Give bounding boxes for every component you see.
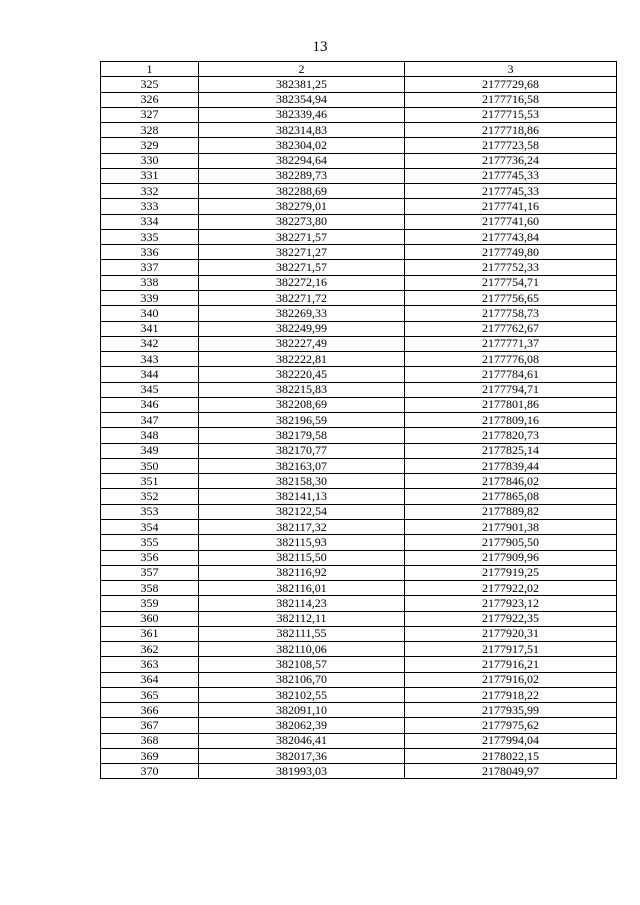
cell-y-coordinate: 2177917,51 bbox=[405, 642, 617, 657]
cell-y-coordinate: 2177741,60 bbox=[405, 214, 617, 229]
cell-point-number: 325 bbox=[101, 77, 199, 92]
cell-point-number: 370 bbox=[101, 764, 199, 779]
table-row bbox=[101, 260, 617, 275]
cell-point-number: 331 bbox=[101, 168, 199, 183]
cell-x-coordinate: 382294,64 bbox=[199, 153, 405, 168]
table-row bbox=[101, 77, 617, 92]
cell-point-number: 329 bbox=[101, 138, 199, 153]
cell-y-coordinate: 2177905,50 bbox=[405, 535, 617, 550]
cell-point-number: 332 bbox=[101, 184, 199, 199]
cell-x-coordinate: 382208,69 bbox=[199, 397, 405, 412]
page-number: 13 bbox=[312, 39, 328, 55]
cell-x-coordinate: 382227,49 bbox=[199, 336, 405, 351]
cell-x-coordinate: 382062,39 bbox=[199, 718, 405, 733]
table-row bbox=[101, 443, 617, 458]
table-row bbox=[101, 428, 617, 443]
cell-y-coordinate: 2177756,65 bbox=[405, 290, 617, 305]
cell-x-coordinate: 382116,92 bbox=[199, 565, 405, 580]
cell-point-number: 351 bbox=[101, 474, 199, 489]
cell-y-coordinate: 2177749,80 bbox=[405, 245, 617, 260]
table-row bbox=[101, 306, 617, 321]
cell-point-number: 358 bbox=[101, 581, 199, 596]
cell-x-coordinate: 382288,69 bbox=[199, 184, 405, 199]
cell-point-number: 326 bbox=[101, 92, 199, 107]
column-header-point-number: 1 bbox=[101, 62, 199, 77]
coordinates-table bbox=[100, 61, 617, 779]
cell-x-coordinate: 382304,02 bbox=[199, 138, 405, 153]
cell-point-number: 345 bbox=[101, 382, 199, 397]
cell-x-coordinate: 382354,94 bbox=[199, 92, 405, 107]
cell-y-coordinate: 2177889,82 bbox=[405, 504, 617, 519]
table-row bbox=[101, 367, 617, 382]
cell-y-coordinate: 2177743,84 bbox=[405, 229, 617, 244]
cell-point-number: 340 bbox=[101, 306, 199, 321]
cell-point-number: 366 bbox=[101, 703, 199, 718]
cell-x-coordinate: 382046,41 bbox=[199, 733, 405, 748]
table-row bbox=[101, 718, 617, 733]
cell-point-number: 361 bbox=[101, 626, 199, 641]
cell-point-number: 359 bbox=[101, 596, 199, 611]
cell-point-number: 360 bbox=[101, 611, 199, 626]
table-row bbox=[101, 611, 617, 626]
cell-point-number: 342 bbox=[101, 336, 199, 351]
table-header bbox=[101, 62, 617, 77]
table-row bbox=[101, 321, 617, 336]
cell-y-coordinate: 2177729,68 bbox=[405, 77, 617, 92]
cell-x-coordinate: 382017,36 bbox=[199, 748, 405, 763]
cell-y-coordinate: 2177916,02 bbox=[405, 672, 617, 687]
table-row bbox=[101, 275, 617, 290]
cell-x-coordinate: 382115,93 bbox=[199, 535, 405, 550]
cell-y-coordinate: 2177771,37 bbox=[405, 336, 617, 351]
table-row bbox=[101, 199, 617, 214]
table-body bbox=[101, 77, 617, 779]
table-row bbox=[101, 107, 617, 122]
cell-x-coordinate: 382112,11 bbox=[199, 611, 405, 626]
cell-y-coordinate: 2177715,53 bbox=[405, 107, 617, 122]
cell-x-coordinate: 382196,59 bbox=[199, 413, 405, 428]
cell-point-number: 333 bbox=[101, 199, 199, 214]
cell-x-coordinate: 382249,99 bbox=[199, 321, 405, 336]
cell-point-number: 350 bbox=[101, 458, 199, 473]
table-row bbox=[101, 519, 617, 534]
cell-point-number: 364 bbox=[101, 672, 199, 687]
table-row bbox=[101, 397, 617, 412]
table-row bbox=[101, 168, 617, 183]
cell-y-coordinate: 2177794,71 bbox=[405, 382, 617, 397]
cell-x-coordinate: 382115,50 bbox=[199, 550, 405, 565]
table-row bbox=[101, 565, 617, 580]
cell-point-number: 336 bbox=[101, 245, 199, 260]
cell-x-coordinate: 382269,33 bbox=[199, 306, 405, 321]
header-row bbox=[101, 62, 617, 77]
table-row bbox=[101, 703, 617, 718]
cell-y-coordinate: 2177718,86 bbox=[405, 123, 617, 138]
cell-x-coordinate: 382339,46 bbox=[199, 107, 405, 122]
cell-y-coordinate: 2177820,73 bbox=[405, 428, 617, 443]
cell-x-coordinate: 382111,55 bbox=[199, 626, 405, 641]
cell-x-coordinate: 382122,54 bbox=[199, 504, 405, 519]
cell-x-coordinate: 382289,73 bbox=[199, 168, 405, 183]
cell-y-coordinate: 2177919,25 bbox=[405, 565, 617, 580]
table-row bbox=[101, 733, 617, 748]
cell-x-coordinate: 382215,83 bbox=[199, 382, 405, 397]
table-row bbox=[101, 764, 617, 779]
cell-point-number: 362 bbox=[101, 642, 199, 657]
cell-point-number: 328 bbox=[101, 123, 199, 138]
table-row bbox=[101, 672, 617, 687]
cell-x-coordinate: 382163,07 bbox=[199, 458, 405, 473]
cell-point-number: 344 bbox=[101, 367, 199, 382]
cell-y-coordinate: 2177762,67 bbox=[405, 321, 617, 336]
cell-point-number: 356 bbox=[101, 550, 199, 565]
cell-x-coordinate: 382110,06 bbox=[199, 642, 405, 657]
cell-y-coordinate: 2177916,21 bbox=[405, 657, 617, 672]
column-header-x: 2 bbox=[199, 62, 405, 77]
table-row bbox=[101, 229, 617, 244]
table-row bbox=[101, 138, 617, 153]
cell-x-coordinate: 382222,81 bbox=[199, 352, 405, 367]
cell-point-number: 343 bbox=[101, 352, 199, 367]
cell-y-coordinate: 2177909,96 bbox=[405, 550, 617, 565]
cell-x-coordinate: 382314,83 bbox=[199, 123, 405, 138]
cell-y-coordinate: 2178049,97 bbox=[405, 764, 617, 779]
cell-y-coordinate: 2177920,31 bbox=[405, 626, 617, 641]
cell-y-coordinate: 2177716,58 bbox=[405, 92, 617, 107]
cell-x-coordinate: 382102,55 bbox=[199, 687, 405, 702]
cell-y-coordinate: 2177809,16 bbox=[405, 413, 617, 428]
cell-x-coordinate: 382271,57 bbox=[199, 229, 405, 244]
cell-point-number: 357 bbox=[101, 565, 199, 580]
cell-point-number: 349 bbox=[101, 443, 199, 458]
cell-point-number: 341 bbox=[101, 321, 199, 336]
cell-y-coordinate: 2177758,73 bbox=[405, 306, 617, 321]
cell-x-coordinate: 382141,13 bbox=[199, 489, 405, 504]
cell-point-number: 365 bbox=[101, 687, 199, 702]
table-row bbox=[101, 352, 617, 367]
cell-point-number: 334 bbox=[101, 214, 199, 229]
table-row bbox=[101, 153, 617, 168]
cell-y-coordinate: 2177901,38 bbox=[405, 519, 617, 534]
cell-y-coordinate: 2177975,62 bbox=[405, 718, 617, 733]
cell-y-coordinate: 2177923,12 bbox=[405, 596, 617, 611]
cell-point-number: 369 bbox=[101, 748, 199, 763]
cell-x-coordinate: 382106,70 bbox=[199, 672, 405, 687]
table-row bbox=[101, 626, 617, 641]
table-row bbox=[101, 92, 617, 107]
table-row bbox=[101, 382, 617, 397]
table-row bbox=[101, 290, 617, 305]
table-row bbox=[101, 535, 617, 550]
cell-y-coordinate: 2178022,15 bbox=[405, 748, 617, 763]
cell-y-coordinate: 2177825,14 bbox=[405, 443, 617, 458]
cell-point-number: 338 bbox=[101, 275, 199, 290]
cell-y-coordinate: 2177784,61 bbox=[405, 367, 617, 382]
cell-x-coordinate: 381993,03 bbox=[199, 764, 405, 779]
cell-x-coordinate: 382114,23 bbox=[199, 596, 405, 611]
cell-point-number: 355 bbox=[101, 535, 199, 550]
cell-x-coordinate: 382158,30 bbox=[199, 474, 405, 489]
cell-y-coordinate: 2177741,16 bbox=[405, 199, 617, 214]
cell-x-coordinate: 382381,25 bbox=[199, 77, 405, 92]
cell-point-number: 353 bbox=[101, 504, 199, 519]
cell-y-coordinate: 2177935,99 bbox=[405, 703, 617, 718]
table-row bbox=[101, 336, 617, 351]
table-row bbox=[101, 504, 617, 519]
cell-point-number: 330 bbox=[101, 153, 199, 168]
cell-y-coordinate: 2177922,35 bbox=[405, 611, 617, 626]
cell-point-number: 346 bbox=[101, 397, 199, 412]
table-row bbox=[101, 642, 617, 657]
cell-x-coordinate: 382179,58 bbox=[199, 428, 405, 443]
cell-y-coordinate: 2177736,24 bbox=[405, 153, 617, 168]
cell-point-number: 337 bbox=[101, 260, 199, 275]
table-row bbox=[101, 657, 617, 672]
cell-y-coordinate: 2177723,58 bbox=[405, 138, 617, 153]
table-row bbox=[101, 245, 617, 260]
table-row bbox=[101, 489, 617, 504]
cell-x-coordinate: 382117,32 bbox=[199, 519, 405, 534]
table-row bbox=[101, 581, 617, 596]
cell-point-number: 339 bbox=[101, 290, 199, 305]
cell-point-number: 352 bbox=[101, 489, 199, 504]
cell-y-coordinate: 2177745,33 bbox=[405, 184, 617, 199]
cell-x-coordinate: 382273,80 bbox=[199, 214, 405, 229]
cell-point-number: 335 bbox=[101, 229, 199, 244]
cell-point-number: 368 bbox=[101, 733, 199, 748]
table-row bbox=[101, 413, 617, 428]
cell-y-coordinate: 2177865,08 bbox=[405, 489, 617, 504]
table-row bbox=[101, 458, 617, 473]
cell-point-number: 363 bbox=[101, 657, 199, 672]
cell-y-coordinate: 2177839,44 bbox=[405, 458, 617, 473]
cell-x-coordinate: 382271,27 bbox=[199, 245, 405, 260]
cell-x-coordinate: 382271,72 bbox=[199, 290, 405, 305]
cell-y-coordinate: 2177846,02 bbox=[405, 474, 617, 489]
cell-x-coordinate: 382271,57 bbox=[199, 260, 405, 275]
cell-y-coordinate: 2177754,71 bbox=[405, 275, 617, 290]
cell-y-coordinate: 2177745,33 bbox=[405, 168, 617, 183]
table-row bbox=[101, 748, 617, 763]
table-row bbox=[101, 550, 617, 565]
table-row bbox=[101, 123, 617, 138]
cell-x-coordinate: 382170,77 bbox=[199, 443, 405, 458]
table-row bbox=[101, 214, 617, 229]
cell-point-number: 347 bbox=[101, 413, 199, 428]
cell-point-number: 348 bbox=[101, 428, 199, 443]
table-row bbox=[101, 687, 617, 702]
cell-point-number: 354 bbox=[101, 519, 199, 534]
cell-x-coordinate: 382116,01 bbox=[199, 581, 405, 596]
cell-x-coordinate: 382108,57 bbox=[199, 657, 405, 672]
cell-y-coordinate: 2177922,02 bbox=[405, 581, 617, 596]
cell-y-coordinate: 2177918,22 bbox=[405, 687, 617, 702]
cell-point-number: 327 bbox=[101, 107, 199, 122]
table-row bbox=[101, 596, 617, 611]
cell-y-coordinate: 2177752,33 bbox=[405, 260, 617, 275]
table-row bbox=[101, 474, 617, 489]
cell-y-coordinate: 2177776,08 bbox=[405, 352, 617, 367]
column-header-y: 3 bbox=[405, 62, 617, 77]
cell-x-coordinate: 382272,16 bbox=[199, 275, 405, 290]
cell-y-coordinate: 2177994,04 bbox=[405, 733, 617, 748]
cell-point-number: 367 bbox=[101, 718, 199, 733]
cell-x-coordinate: 382220,45 bbox=[199, 367, 405, 382]
cell-x-coordinate: 382279,01 bbox=[199, 199, 405, 214]
cell-y-coordinate: 2177801,86 bbox=[405, 397, 617, 412]
table-row bbox=[101, 184, 617, 199]
cell-x-coordinate: 382091,10 bbox=[199, 703, 405, 718]
